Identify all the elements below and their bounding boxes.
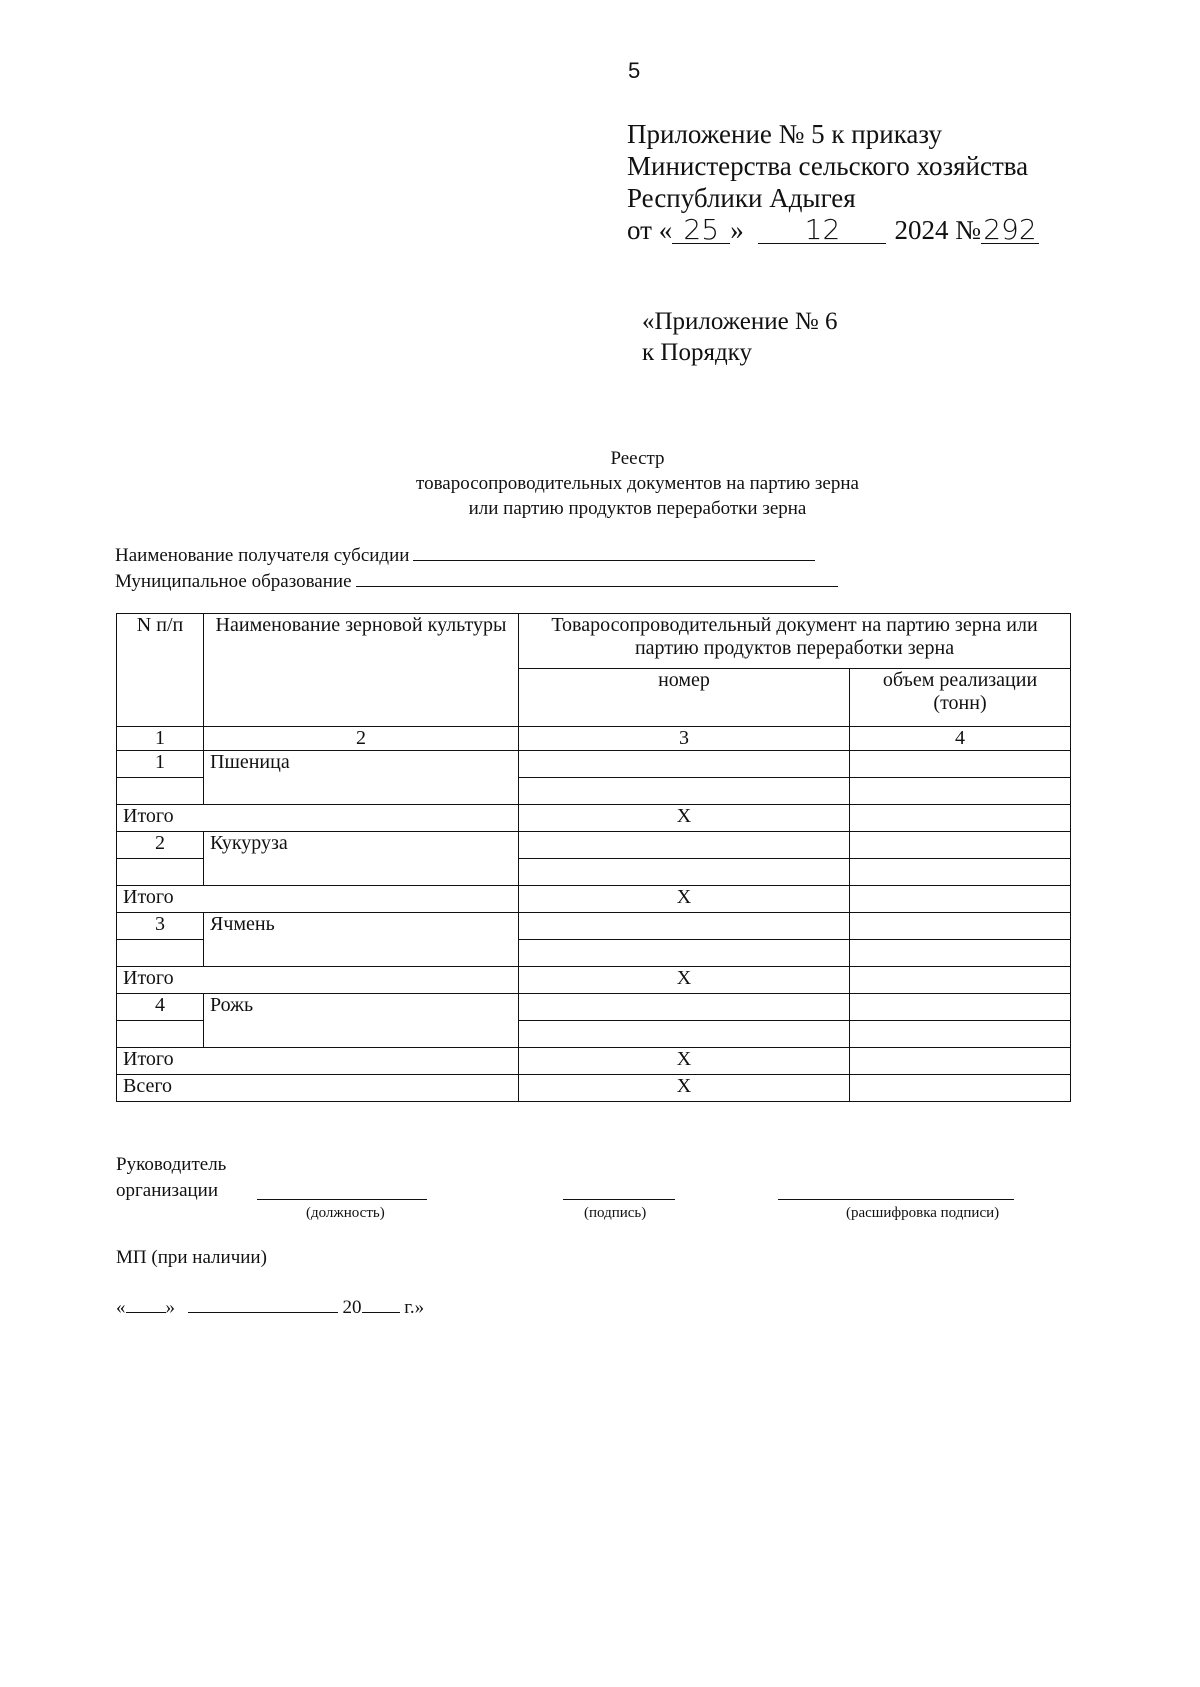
- date-month-blank[interactable]: [188, 1298, 338, 1313]
- doc-volume-cell[interactable]: [850, 994, 1071, 1021]
- column-number-1: 1: [117, 727, 204, 751]
- title-line-3: или партию продуктов переработки зерна: [468, 498, 807, 519]
- doc-number-cell[interactable]: [519, 940, 850, 967]
- page-number: 5: [628, 58, 641, 83]
- subtotal-label: Итого: [117, 967, 519, 994]
- doc-number-cell[interactable]: [519, 751, 850, 778]
- date-day-blank[interactable]: [126, 1298, 166, 1313]
- title-line-2: товаросопроводительных документов на партию зерна: [416, 473, 859, 494]
- doc-volume-cell[interactable]: [850, 859, 1071, 886]
- recipient-label: Наименование получателя субсидии: [115, 545, 410, 566]
- doc-number-cell[interactable]: [519, 994, 850, 1021]
- appendix-reference: [642, 306, 838, 368]
- crop-num-empty: [117, 940, 204, 967]
- doc-volume-cell[interactable]: [850, 940, 1071, 967]
- date-close-quote: »: [165, 1297, 175, 1318]
- subtotal-number: X: [519, 1048, 850, 1075]
- crop-name: Рожь: [204, 994, 519, 1048]
- subtotal-label: Итого: [117, 805, 519, 832]
- register-table: [116, 613, 1071, 1102]
- order-day-close: »: [730, 215, 744, 245]
- signature-line[interactable]: [563, 1198, 675, 1200]
- subtotal-volume-cell[interactable]: [850, 967, 1071, 994]
- doc-volume-cell[interactable]: [850, 913, 1071, 940]
- crop-name: Пшеница: [204, 751, 519, 805]
- column-number-3: 3: [519, 727, 850, 751]
- header-volume: объем реализации (тонн): [850, 669, 1071, 727]
- stamp-note: МП (при наличии): [116, 1247, 267, 1268]
- doc-volume-cell[interactable]: [850, 832, 1071, 859]
- grand-total-number: X: [519, 1075, 850, 1102]
- header-crop: Наименование зерновой культуры: [204, 614, 519, 727]
- doc-number-cell[interactable]: [519, 1021, 850, 1048]
- crop-num-empty: [117, 859, 204, 886]
- crop-num: 2: [117, 832, 204, 859]
- date-year-blank[interactable]: [362, 1298, 400, 1313]
- decoding-line[interactable]: [778, 1198, 1014, 1200]
- date-year-suffix: г.»: [404, 1297, 425, 1318]
- order-month-handwritten: 12: [758, 217, 886, 244]
- recipient-blank[interactable]: [413, 544, 815, 561]
- doc-number-cell[interactable]: [519, 859, 850, 886]
- crop-num-empty: [117, 778, 204, 805]
- title-line-1: Реестр: [610, 448, 665, 469]
- subtotal-volume-cell[interactable]: [850, 1048, 1071, 1075]
- signature-caption: (подпись): [584, 1205, 647, 1221]
- crop-num-empty: [117, 1021, 204, 1048]
- order-number-handwritten: 292: [981, 217, 1039, 244]
- appendix-line-1: «Приложение № 6: [642, 308, 838, 335]
- header-num: N п/п: [117, 614, 204, 727]
- order-line-2: Министерства сельского хозяйства: [627, 151, 1029, 181]
- crop-num: 4: [117, 994, 204, 1021]
- date-century: 20: [342, 1297, 362, 1318]
- doc-volume-cell[interactable]: [850, 751, 1071, 778]
- order-year-label: 2024 №: [894, 215, 981, 245]
- position-caption: (должность): [306, 1205, 385, 1221]
- order-line-1: Приложение № 5 к приказу: [627, 119, 942, 149]
- municipal-field: [115, 570, 838, 593]
- header-document: Товаросопроводительный документ на партию зерна или партию продуктов переработки зерна: [519, 614, 1071, 669]
- subtotal-label: Итого: [117, 886, 519, 913]
- subtotal-number: X: [519, 967, 850, 994]
- subtotal-number: X: [519, 886, 850, 913]
- appendix-line-2: к Порядку: [642, 339, 752, 366]
- doc-number-cell[interactable]: [519, 832, 850, 859]
- order-reference: [627, 118, 1039, 246]
- grand-total-label: Всего: [117, 1075, 519, 1102]
- recipient-field: [115, 544, 815, 567]
- crop-num: 1: [117, 751, 204, 778]
- doc-number-cell[interactable]: [519, 913, 850, 940]
- crop-num: 3: [117, 913, 204, 940]
- subtotal-number: X: [519, 805, 850, 832]
- date-open-quote: «: [116, 1297, 126, 1318]
- subtotal-volume-cell[interactable]: [850, 805, 1071, 832]
- order-from-prefix: от «: [627, 215, 673, 245]
- document-title: [0, 446, 1200, 521]
- doc-volume-cell[interactable]: [850, 778, 1071, 805]
- signatory-label-line-2: организации: [116, 1180, 219, 1201]
- crop-name: Кукуруза: [204, 832, 519, 886]
- subtotal-label: Итого: [117, 1048, 519, 1075]
- order-date-line: [627, 214, 1039, 246]
- signing-date: [116, 1297, 424, 1319]
- column-number-4: 4: [850, 727, 1071, 751]
- crop-name: Ячмень: [204, 913, 519, 967]
- grand-total-volume-cell[interactable]: [850, 1075, 1071, 1102]
- doc-number-cell[interactable]: [519, 778, 850, 805]
- subtotal-volume-cell[interactable]: [850, 886, 1071, 913]
- municipal-label: Муниципальное образование: [115, 571, 352, 592]
- doc-volume-cell[interactable]: [850, 1021, 1071, 1048]
- column-number-2: 2: [204, 727, 519, 751]
- header-number: номер: [519, 669, 850, 727]
- position-line[interactable]: [257, 1198, 427, 1200]
- order-line-3: Республики Адыгея: [627, 183, 856, 213]
- signatory-label-line-1: Руководитель: [116, 1154, 227, 1175]
- signatory-label: [116, 1152, 226, 1204]
- municipal-blank[interactable]: [356, 570, 838, 587]
- decoding-caption: (расшифровка подписи): [846, 1205, 1000, 1221]
- order-day-handwritten: 25: [672, 217, 730, 244]
